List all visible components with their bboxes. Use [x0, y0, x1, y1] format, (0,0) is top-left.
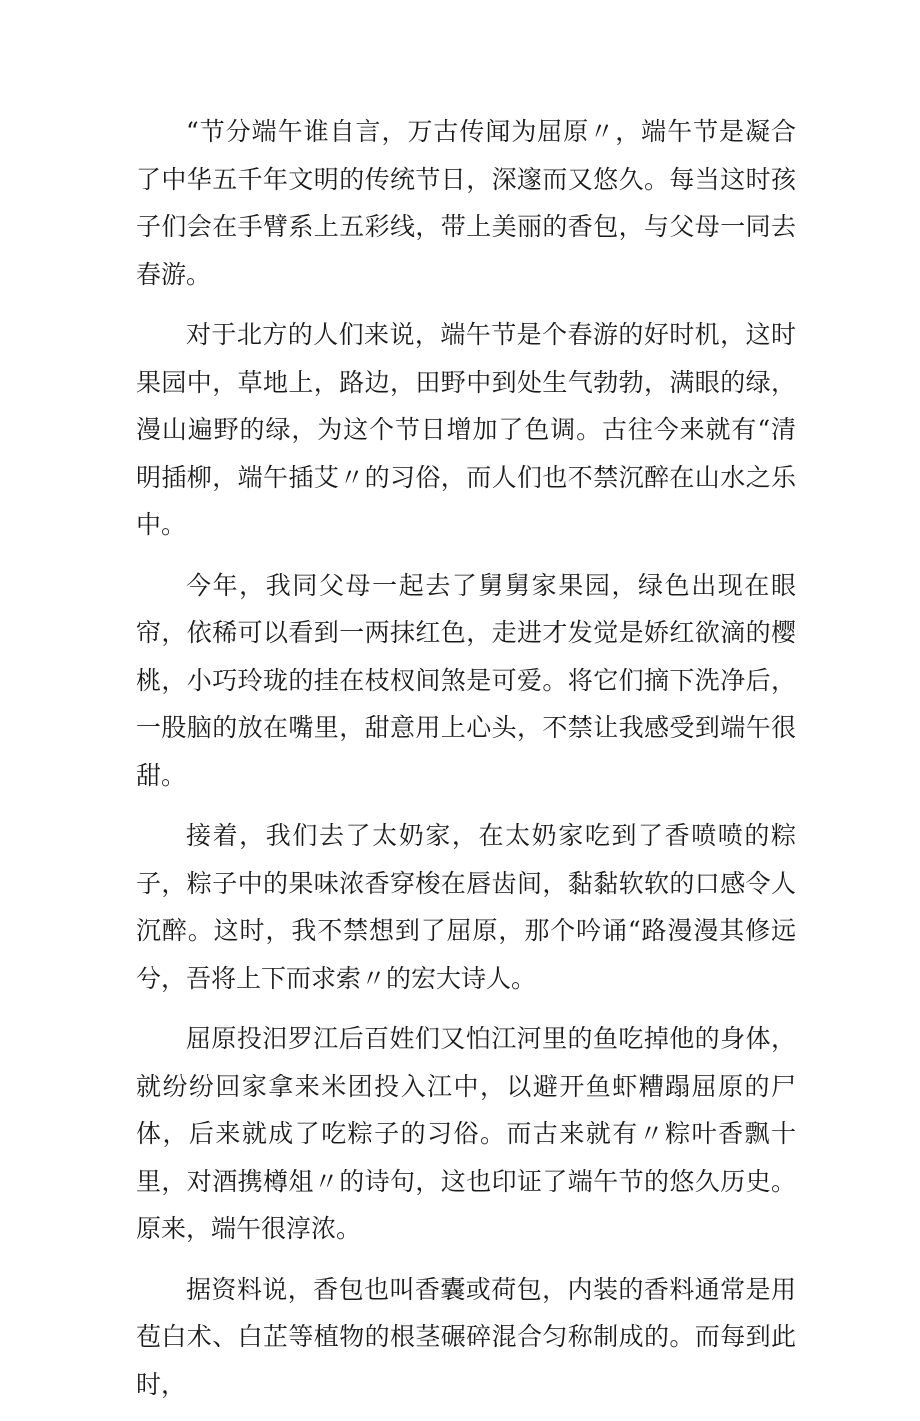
paragraph-1: “节分端午谁自言，万古传闻为屈原〃，端午节是凝合了中华五千年文明的传统节日，深邃而又悠久。每当这时孩子们会在手臂系上五彩线，带上美丽的香包，与父母一同去春游。	[136, 117, 796, 289]
paragraph-5: 屈原投汨罗江后百姓们又怕江河里的鱼吃掉他的身体，就纷纷回家拿来米团投入江中，以避开鱼虾糟蹋屈原的尸体，后来就成了吃粽子的习俗。而古来就有〃粽叶香飘十里，对酒携樽俎〃的诗句，这也印证了端午节的悠久历史。原来，端午很淳浓。	[136, 1024, 796, 1243]
essay-body	[136, 108, 796, 1421]
paragraph-3: 今年，我同父母一起去了舅舅家果园，绿色出现在眼帘，依稀可以看到一两抹红色，走进才发觉是娇红欲滴的樱桃，小巧玲珑的挂在枝杈间煞是可爱。将它们摘下洗净后，一股脑的放在嘴里，甜意用上心头，不禁让我感受到端午很甜。	[136, 570, 796, 790]
paragraph-4: 接着，我们去了太奶家，在太奶家吃到了香喷喷的粽子，粽子中的果味浓香穿梭在唇齿间，黏黏软软的口感令人沉醉。这时，我不禁想到了屈原，那个吟诵“路漫漫其修远兮，吾将上下而求索〃的宏大诗人。	[136, 821, 796, 993]
paragraph-6: 据资料说，香包也叫香囊或荷包，内装的香料通常是用苞白术、白芷等植物的根茎碾碎混合匀称制成的。而每到此时，	[136, 1274, 796, 1399]
paragraph-2: 对于北方的人们来说，端午节是个春游的好时机，这时果园中，草地上，路边，田野中到处生气勃勃，满眼的绿，漫山遍野的绿，为这个节日增加了色调。古往今来就有“清明插柳，端午插艾〃的习俗，而人们也不禁沉醉在山水之乐中。	[136, 320, 796, 539]
